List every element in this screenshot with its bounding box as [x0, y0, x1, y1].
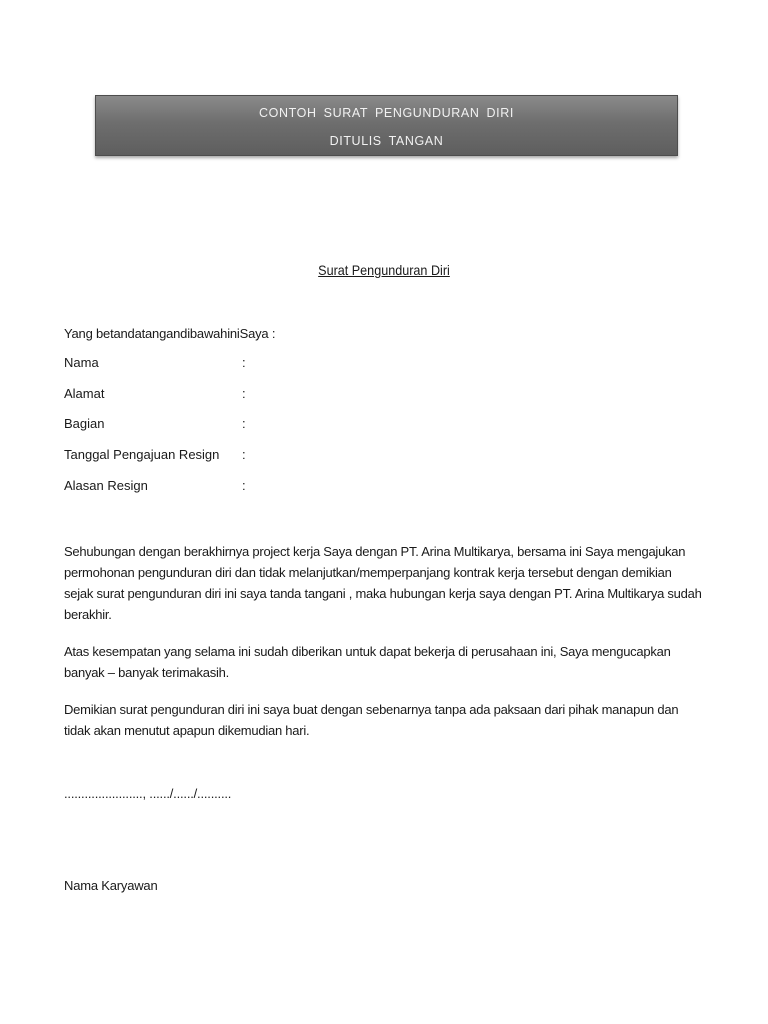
- banner-subtitle: DITULIS TANGAN: [329, 134, 444, 148]
- field-colon: :: [242, 447, 246, 462]
- date-line: ......................., ....../....../..........: [64, 786, 232, 801]
- banner-title: CONTOH SURAT PENGUNDURAN DIRI: [259, 106, 514, 120]
- field-colon: :: [242, 478, 246, 493]
- paragraph-2: Atas kesempatan yang selama ini sudah diberikan untuk dapat bekerja di perusahaan ini, Saya mengucapkan banyak – banyak terimakasih.: [64, 644, 671, 680]
- field-label-alasan: Alasan Resign: [64, 478, 148, 493]
- field-label-bagian: Bagian: [64, 416, 105, 431]
- field-label-nama: Nama: [64, 355, 99, 370]
- field-colon: :: [242, 416, 246, 431]
- header-banner: [95, 95, 678, 156]
- paragraph-3: Demikian surat pengunduran diri ini saya buat dengan sebenarnya tanpa ada paksaan dari pihak manapun dan tidak akan menutut apapun dikemudian hari.: [64, 702, 679, 738]
- signature-name: Nama Karyawan: [64, 878, 158, 893]
- letter-title: Surat Pengunduran Diri: [318, 262, 450, 278]
- field-colon: :: [242, 386, 246, 401]
- field-colon: :: [242, 355, 246, 370]
- field-label-alamat: Alamat: [64, 386, 105, 401]
- paragraph-1: Sehubungan dengan berakhirnya project kerja Saya dengan PT. Arina Multikarya, bersama ini Saya mengajukan permohonan pengunduran diri dan tidak melanjutkan/memperpanjang kontrak kerja tersebut dengan demikian sejak surat pengunduran diri ini saya tanda tangani , maka hubungan kerja saya dengan PT. Arina Multikarya sudah berakhir.: [64, 544, 702, 622]
- field-label-tanggal: Tanggal Pengajuan Resign: [64, 447, 220, 462]
- letter-intro: Yang betandatangandibawahiniSaya :: [64, 326, 276, 341]
